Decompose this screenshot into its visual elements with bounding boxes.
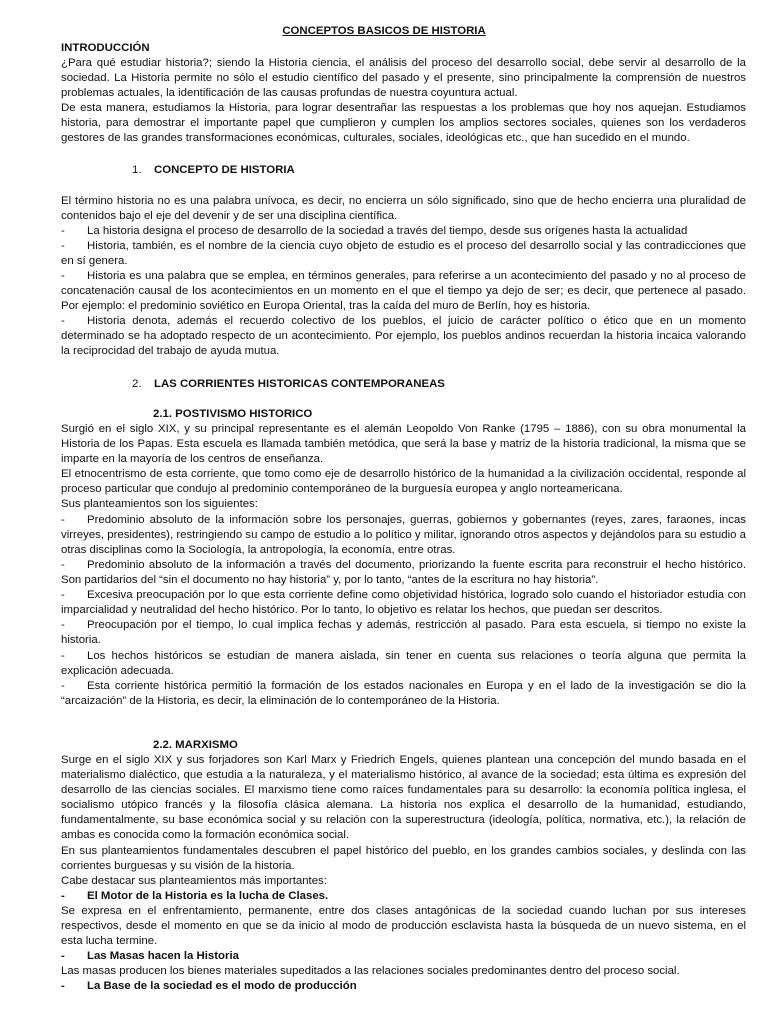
subsection-2-2-paragraph-1: Surge en el siglo XIX y sus forjadores son Karl Marx y Friedrich Engels, quienes plantean una concepción del mundo basada en el materialismo dialéctico, que estudia a la naturaleza, y el materialismo histórico, al avance de la sociedad; esta última es expresión del desarrollo de las ciencias sociales. El marxismo tiene como raíces fundamentales para su desarrollo: la economía política inglesa, el socialismo utópico francés y la filosofía clásica alemana. La historia nos explica el desarrollo de la humanidad, estudiando, fundamentalmente, su base económica social y su relación con la superestructura (ideología, política, normativa, etc.), la relación de ambas es conocida como la formación económica social. <box>61 754 746 842</box>
list-item <box>61 314 746 359</box>
bold-list-item-description: Se expresa en el enfrentamiento, permanente, entre dos clases antagónicas de la sociedad cuando luchan por sus intereses respectivos, desde el momento en que se da inicio al modo de producción esclavista hasta la búsqueda de un nuevo sistema, en el esta lucha termine. <box>61 905 746 948</box>
intro-paragraph-2: De esta manera, estudiamos la Historia, para lograr desentrañar las respuestas a los problemas que hoy nos aquejan. Estudiamos historia, para demostrar el importante papel que cumplieron y cumplen los amplios sectores sociales, quienes son los verdaderos gestores de las grandes transformaciones económicas, culturales, sociales, ideológicas etc., que han sucedido en el mundo. <box>61 102 746 145</box>
bold-list-item <box>61 979 357 994</box>
bold-list-item-description: Las masas producen los bienes materiales supeditados a las relaciones sociales predominantes dentro del proceso social. <box>61 965 680 977</box>
list-item-text: Predominio absoluto de la información sobre los personajes, guerras, gobiernos y gobernantes (reyes, zares, faraones, incas virreyes, presidentes), restringiendo su campo de estudio a lo político y militar, ignorando otros aspectos y dejándolos para su estudio a otras disciplinas como la Sociología, la antropología, la economía, entre otras. <box>61 514 746 557</box>
bold-list-item-text: La Base de la sociedad es el modo de producción <box>87 980 357 992</box>
list-item-text: Historia es una palabra que se emplea, en términos generales, para referirse a un acontecimiento del pasado y no al proceso de concatenación causal de los acontecimientos en un momento en el que el tiempo ya dejo de ser; es decir, que pertenece al pasado. Por ejemplo: el predominio soviético en Europa Oriental, tras la caída del muro de Berlín, hoy es historia. <box>61 270 746 313</box>
bullet-dash: - <box>61 514 65 526</box>
list-item <box>61 224 746 239</box>
list-item <box>61 649 746 679</box>
bullet-dash: - <box>61 890 65 902</box>
section-1-heading <box>132 163 295 178</box>
section-1-number: 1. <box>132 164 142 176</box>
document-title: CONCEPTOS BASICOS DE HISTORIA <box>282 25 486 37</box>
bullet-dash: - <box>61 270 65 282</box>
section-1-paragraph: El término historia no es una palabra unívoca, es decir, no encierra un sólo significado, sino que de hecho encierra una pluralidad de contenidos bajo el eje del devenir y de ser una disciplina científica. <box>61 195 746 223</box>
subsection-2-2-heading: 2.2. MARXISMO <box>153 739 238 751</box>
bold-list-item <box>61 889 328 904</box>
list-item-text: Esta corriente histórica permitió la formación de los estados nacionales en Europa y en el lado de la investigación se dio la “arcaización” de la Historia, es decir, la eliminación de lo contemporáneo de la Historia. <box>61 680 746 708</box>
bullet-dash: - <box>61 225 65 237</box>
bullet-dash: - <box>61 589 65 601</box>
list-item <box>61 239 746 269</box>
list-item-text: La historia designa el proceso de desarrollo de la sociedad a través del tiempo, desde sus orígenes hasta la actualidad <box>87 225 688 237</box>
bullet-dash: - <box>61 559 65 571</box>
bullet-dash: - <box>61 680 65 692</box>
section-1-title: CONCEPTO DE HISTORIA <box>154 164 295 176</box>
section-2-title: LAS CORRIENTES HISTORICAS CONTEMPORANEAS <box>154 378 445 390</box>
list-item-text: Los hechos históricos se estudian de manera aislada, sin tener en cuenta sus relaciones o teoría alguna que permita la explicación adecuada. <box>61 650 746 678</box>
bullet-dash: - <box>61 315 65 327</box>
subsection-2-1-paragraph-2: El etnocentrismo de esta corriente, que tomo como eje de desarrollo histórico de la humanidad a la civilización occidental, responde al proceso particular que condujo al predominio contemporáneo de la burguesía europea y anglo norteamericana. <box>61 468 746 496</box>
subsection-2-2-paragraph-3: Cabe destacar sus planteamientos más importantes: <box>61 875 327 887</box>
subsection-2-1-heading: 2.1. POSTIVISMO HISTORICO <box>153 408 313 420</box>
list-item-text: Historia, también, es el nombre de la ciencia cuyo objeto de estudio es el proceso del desarrollo social y las contradicciones que en sí genera. <box>61 240 746 268</box>
bullet-dash: - <box>61 240 65 252</box>
subsection-2-1-paragraph-1: Surgió en el siglo XIX, y su principal representante es el alemán Leopoldo Von Ranke (1795 – 1886), con su obra monumental la Historia de los Papas. Esta escuela es llamada también metódica, que será la base y matriz de la historia tradicional, la misma que se imparte en la mayoría de los centros de enseñanza. <box>61 423 746 466</box>
bullet-dash: - <box>61 650 65 662</box>
list-item <box>61 513 746 558</box>
list-item <box>61 679 746 709</box>
subsection-2-1-paragraph-3: Sus planteamientos son los siguientes: <box>61 498 258 510</box>
subsection-2-2-paragraph-2: En sus planteamientos fundamentales descubren el papel histórico del pueblo, en los grandes cambios sociales, y deslinda con las corrientes burguesas y su visión de la historia. <box>61 845 746 873</box>
list-item-text: Predominio absoluto de la información a través del documento, priorizando la fuente escrita para reconstruir el hecho histórico. Son partidarios del “sin el documento no hay historia” y, por lo tanto, “antes de la escritura no hay historia”. <box>61 559 746 587</box>
list-item <box>61 269 746 314</box>
list-item <box>61 588 746 618</box>
bold-list-item <box>61 949 239 964</box>
bullet-dash: - <box>61 950 65 962</box>
list-item <box>61 618 746 648</box>
bold-list-item-text: Las Masas hacen la Historia <box>87 950 239 962</box>
list-item-text: Excesiva preocupación por lo que esta corriente define como objetividad histórica, logrado solo cuando el historiador estudia con imparcialidad y neutralidad del hecho histórico. Por lo tanto, lo objetivo es relatar los hechos, que puedan ser descritos. <box>61 589 746 617</box>
section-2-heading <box>132 377 445 392</box>
bold-list-item-text: El Motor de la Historia es la lucha de Clases. <box>87 890 329 902</box>
list-item-text: Preocupación por el tiempo, lo cual implica fechas y además, restricción al pasado. Para esta escuela, si tiempo no existe la historia. <box>61 619 746 647</box>
list-item <box>61 558 746 588</box>
intro-paragraph-1: ¿Para qué estudiar historia?; siendo la Historia ciencia, el análisis del proceso del desarrollo social, debe servir al desarrollo de la sociedad. La Historia permite no sólo el estudio científico del pasado y el presente, sino principalmente la comprensión de nuestros problemas actuales, la identificación de las causas profundas de nuestra coyuntura actual. <box>61 57 746 100</box>
bullet-dash: - <box>61 980 65 992</box>
section-2-number: 2. <box>132 378 142 390</box>
bullet-dash: - <box>61 619 65 631</box>
list-item-text: Historia denota, además el recuerdo colectivo de los pueblos, el juicio de carácter político o ético que en un momento determinado se ha adoptado respecto de un acontecimiento. Por ejemplo, los pueblos andinos recuerdan la historia incaica valorando la reciprocidad del trabajo de ayuda mutua. <box>61 315 746 358</box>
intro-heading: INTRODUCCIÓN <box>61 42 150 54</box>
